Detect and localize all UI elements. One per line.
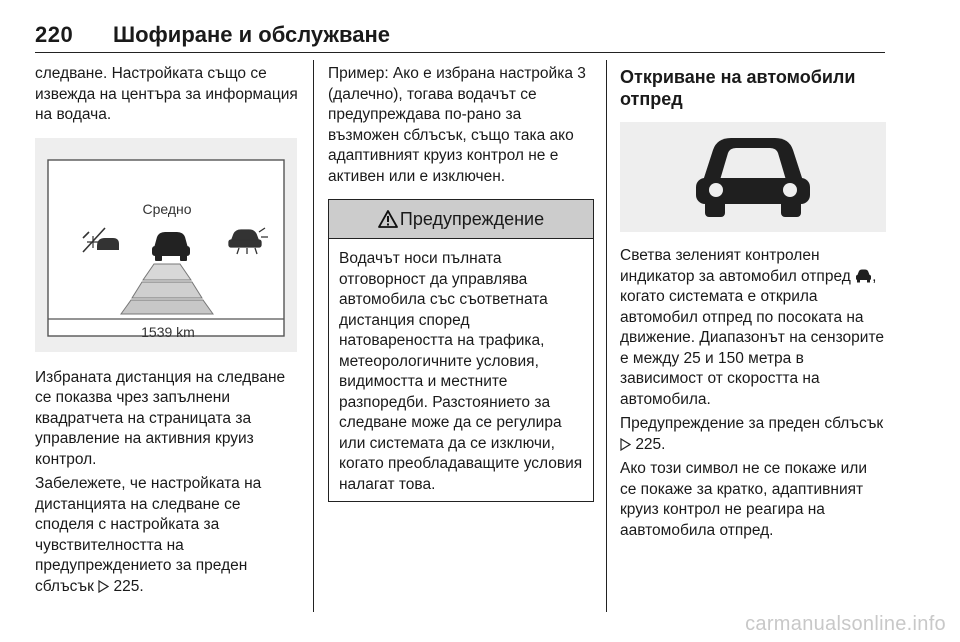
page-header [35, 22, 885, 52]
paragraph-indicator [620, 246, 886, 410]
chapter-title: Шофиране и обслужване [113, 22, 391, 47]
driver-info-display-figure [35, 138, 297, 352]
warning-title: Предупреждение [399, 208, 545, 229]
section-heading: Откриване на автомобили отпред [620, 67, 856, 109]
note-ref-page[interactable]: 225. [113, 577, 144, 595]
paragraph-note-text: Забележете, че настройката на дистанцията на следване се споделя с настройката за чувствителността на предупреждението за преден сблъсък [35, 475, 262, 595]
warning-ref-page[interactable]: 225. [635, 435, 666, 453]
paragraph-example: Пример: Ако е избрана настройка 3 (далечно), тогава водачът се предупреждава по-рано за възможен сблъсък, също така ако адаптивният круиз контрол не е активен или е изключен. [328, 65, 586, 185]
page-reference-arrow-icon [98, 580, 109, 593]
driver-info-display-illustration [35, 138, 297, 352]
warning-title-bar [329, 200, 593, 239]
column-divider-1 [313, 60, 314, 612]
vehicle-ahead-indicator-figure [620, 122, 886, 232]
warning-body: Водачът носи пълната отговорност да управлява автомобила със съответната дистанция според натовареността на трафика, метеорологичните условия, видимостта и местните разпоредби. Разстоянието за следване може да се регулира или системата да се изключи, когато преобладаващите условия налагат това. [339, 250, 583, 493]
display-label-setting: Средно [142, 200, 192, 217]
column-3 [620, 64, 886, 545]
column-divider-2 [606, 60, 607, 612]
paragraph-note [35, 474, 300, 597]
paragraph-indicator-text-b: , когато системата е открила автомобил отпред по посоката на движение. Диапазонът на сензорите е между 25 и 150 метра в зависимост от скоростта на автомобила. [620, 267, 884, 408]
paragraph-indicator-text-a: Светва зеленият контролен индикатор за автомобил отпред [620, 247, 851, 285]
paragraph-intro: следване. Настройката също се извежда на центъра за информация на водача. [35, 65, 298, 123]
vehicle-ahead-inline-icon [855, 269, 872, 283]
display-label-distance: 1539 km [141, 323, 195, 340]
header-rule [35, 52, 885, 53]
site-watermark: carmanualsonline.info [745, 613, 946, 635]
column-2 [328, 64, 594, 502]
paragraph-warning-ref [620, 414, 886, 455]
page-reference-arrow-icon [620, 438, 631, 451]
paragraph-warning-ref-text: Предупреждение за преден сблъсък [620, 415, 884, 432]
paragraph-no-show: Ако този символ не се покаже или се покаже за кратко, адаптивният круиз контрол не реагира на аавтомобила отпред. [620, 460, 867, 539]
vehicle-ahead-icon [620, 122, 886, 232]
paragraph-selected-distance: Избраната дистанция на следване се показва чрез запълнени квадратчета на страницата за управление на активния круиз контрол. [35, 368, 286, 468]
column-1 [35, 64, 300, 601]
warning-box [328, 199, 594, 502]
page-number: 220 [35, 22, 74, 47]
warning-triangle-icon [378, 209, 398, 229]
